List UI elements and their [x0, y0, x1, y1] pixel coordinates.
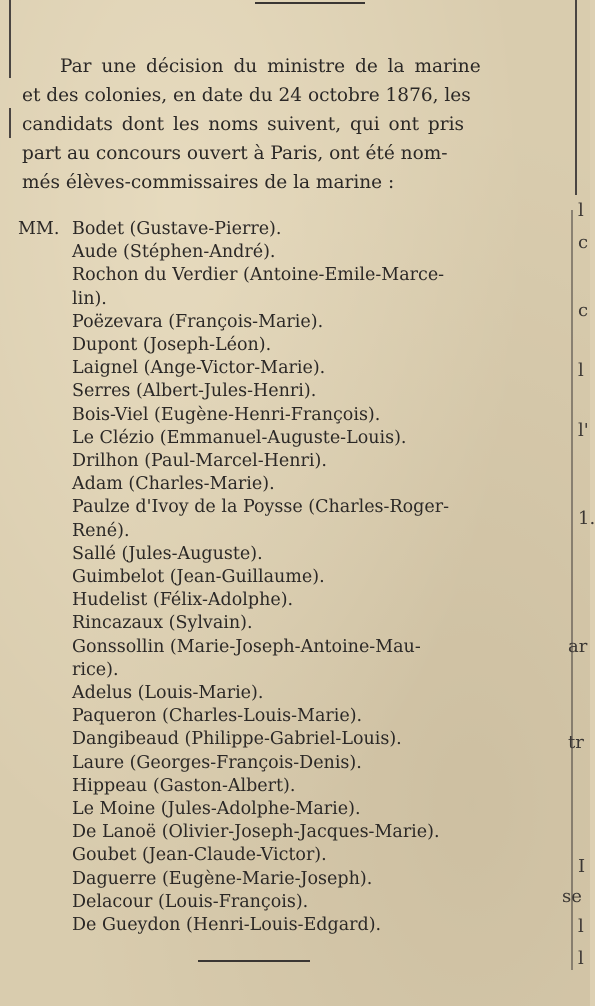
- column-rule-right-lower: [571, 210, 573, 970]
- column-rule-right: [575, 0, 577, 195]
- intro-line: part au concours ouvert à Paris, ont été nom-: [22, 143, 448, 164]
- bottom-rule: [198, 960, 310, 962]
- list-item: Paulze d'Ivoy de la Poysse (Charles-Roger-: [72, 497, 449, 518]
- margin-fragment: l: [578, 916, 584, 937]
- list-item: Daguerre (Eugène-Marie-Joseph).: [72, 868, 373, 889]
- intro-line: candidats dont les noms suivent, qui ont pris: [22, 114, 465, 135]
- list-item: Bois-Viel (Eugène-Henri-François).: [72, 404, 381, 425]
- margin-fragment: l: [578, 200, 584, 221]
- margin-fragment: se: [562, 886, 582, 907]
- list-item: Hudelist (Félix-Adolphe).: [72, 590, 294, 611]
- list-item: Rincazaux (Sylvain).: [72, 613, 253, 634]
- list-item: Poëzevara (François-Marie).: [72, 311, 324, 332]
- intro-line: més élèves-commissaires de la marine :: [22, 172, 395, 193]
- list-item: Laignel (Ange-Victor-Marie).: [72, 358, 326, 379]
- list-item: Dupont (Joseph-Léon).: [72, 335, 272, 356]
- names-list: [18, 218, 558, 937]
- list-item: Adam (Charles-Marie).: [72, 474, 275, 495]
- list-item: MM. Bodet (Gustave-Pierre).: [18, 218, 558, 241]
- list-item: Rochon du Verdier (Antoine-Emile-Marce-: [72, 265, 445, 286]
- intro-line: et des colonies, en date du 24 octobre 1876, les: [22, 85, 471, 106]
- list-item: Sallé (Jules-Auguste).: [72, 543, 263, 564]
- margin-fragment: tr: [568, 732, 584, 753]
- list-item: Delacour (Louis-François).: [72, 891, 309, 912]
- margin-fragment: c: [578, 232, 589, 253]
- margin-fragment: l: [578, 360, 584, 381]
- list-item: Adelus (Louis-Marie).: [72, 683, 264, 704]
- list-item-continuation: René).: [72, 520, 130, 541]
- list-item: De Lanoë (Olivier-Joseph-Jacques-Marie).: [72, 822, 440, 843]
- list-item: Guimbelot (Jean-Guillaume).: [72, 567, 325, 588]
- margin-fragment: I: [578, 856, 586, 877]
- list-item: Paqueron (Charles-Louis-Marie).: [72, 706, 363, 727]
- list-item: De Gueydon (Henri-Louis-Edgard).: [72, 915, 382, 936]
- names-prefix: MM.: [18, 219, 60, 239]
- list-item: Aude (Stéphen-André).: [72, 242, 276, 263]
- list-item: Serres (Albert-Jules-Henri).: [72, 381, 317, 402]
- top-rule: [255, 2, 365, 4]
- list-item: Goubet (Jean-Claude-Victor).: [72, 845, 327, 866]
- margin-fragment: c: [578, 300, 589, 321]
- list-item: Laure (Georges-François-Denis).: [72, 752, 362, 773]
- column-rule-left-lower: [9, 108, 11, 138]
- intro-line: Par une décision du ministre de la marine: [60, 56, 481, 77]
- column-rule-left: [9, 0, 11, 78]
- margin-fragment: ar: [568, 636, 588, 657]
- list-item: Dangibeaud (Philippe-Gabriel-Louis).: [72, 729, 402, 750]
- list-item: Hippeau (Gaston-Albert).: [72, 775, 296, 796]
- intro-paragraph: [22, 52, 570, 197]
- margin-fragment: l: [578, 948, 584, 969]
- list-item: Gonssollin (Marie-Joseph-Antoine-Mau-: [72, 636, 421, 657]
- margin-fragment: l': [578, 420, 589, 441]
- list-item: Le Clézio (Emmanuel-Auguste-Louis).: [72, 427, 407, 448]
- list-item-continuation: rice).: [72, 659, 119, 680]
- list-item-continuation: lin).: [72, 288, 107, 309]
- list-item: Le Moine (Jules-Adolphe-Marie).: [72, 799, 361, 820]
- list-item: Drilhon (Paul-Marcel-Henri).: [72, 451, 327, 472]
- margin-fragment: 1.: [578, 508, 595, 529]
